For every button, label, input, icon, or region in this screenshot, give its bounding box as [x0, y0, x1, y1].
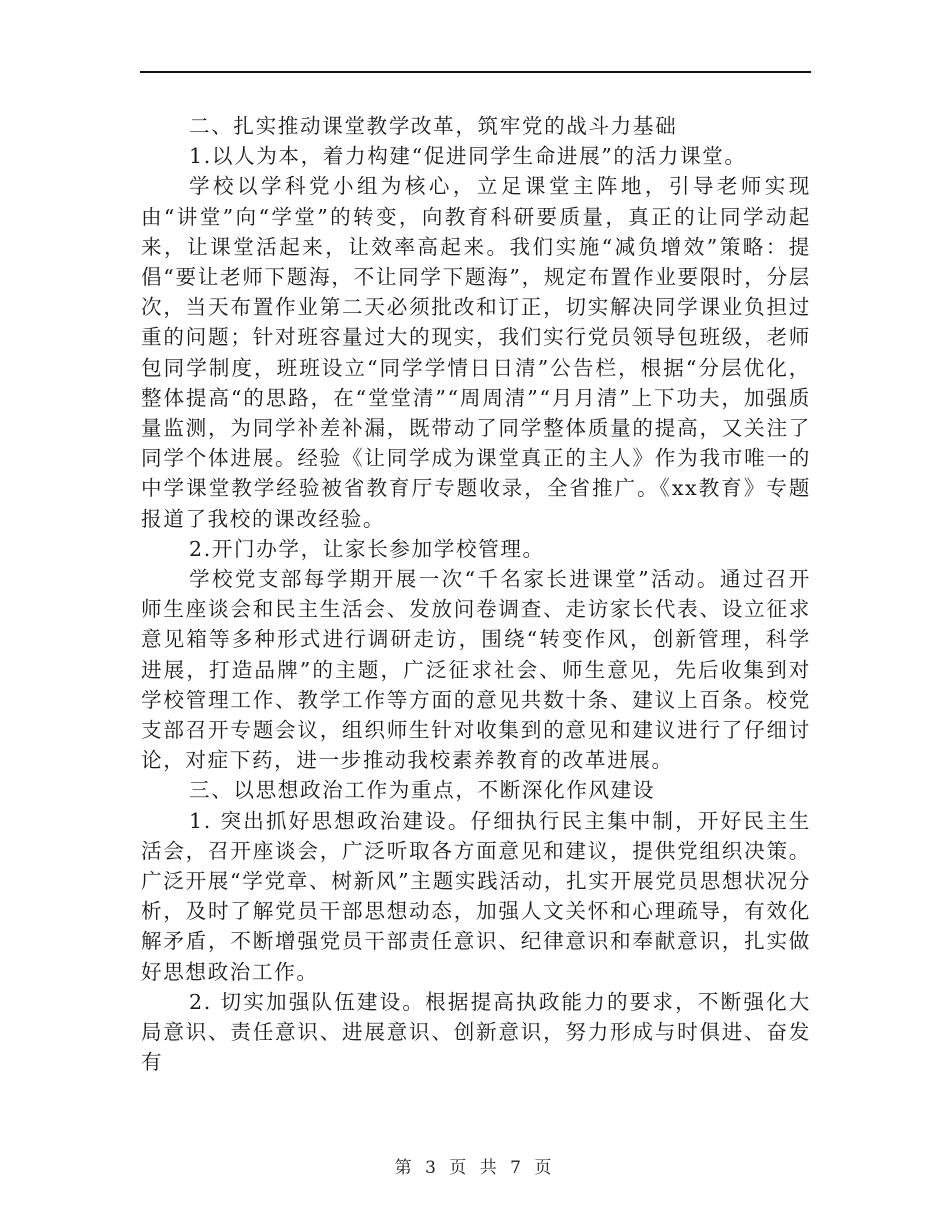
page-number-footer: 第 3 页 共 7 页	[394, 1158, 556, 1178]
header-rule	[140, 71, 811, 73]
section-heading: 二、扎实推动课堂教学改革，筑牢党的战斗力基础	[189, 114, 678, 138]
subsection-heading: 1.以人为本，着力构建“促进同学生命进展”的活力课堂。	[189, 144, 747, 169]
body-paragraph: 学校党支部每学期开展一次“千名家长进课堂”活动。通过召开师生座谈会和民主生活会、发放问卷调查、走访家长代表、设立征求意见箱等多种形式进行调研走访，围绕“转变作风，创新管理，科学进展，打造品牌”的主题，广泛征求社会、师生意见，先后收集到对学校管理工作、教学工作等方面的意见共数十条、建议上百条。校党支部召开专题会议，组织师生针对收集到的意见和建议进行了仔细讨论，对症下药，进一步推动我校素养教育的改革进展。	[141, 567, 811, 773]
body-paragraph: 学校以学科党小组为核心，立足课堂主阵地，引导老师实现由“讲堂”向“学堂”的转变，向教育科研要质量，真正的让同学动起来，让课堂活起来，让效率高起来。我们实施“减负增效”策略：提倡“要让老师下题海，不让同学下题海”，规定布置作业要限时，分层次，当天布置作业第二天必须批改和订正，切实解决同学课业负担过重的问题；针对班容量过大的现实，我们实行党员领导包班级，老师包同学制度，班班设立“同学学情日日清”公告栏，根据“分层优化，整体提高“的思路，在“堂堂清”“周周清”“月月清”上下功夫，加强质量监测，为同学补差补漏，既带动了同学整体质量的提高，又关注了同学个体进展。经验《让同学成为课堂真正的主人》作为我市唯一的中学课堂教学经验被省教育厅专题收录，全省推广。《xx教育》专题报道了我校的课改经验。	[141, 174, 811, 531]
section-heading: 三、以思想政治工作为重点，不断深化作风建设	[189, 778, 656, 803]
body-paragraph: 1. 突出抓好思想政治建设。仔细执行民主集中制，开好民主生活会，召开座谈会，广泛听取各方面意见和建议，提供党组织决策。广泛开展“学党章、树新风”主题实践活动，扎实开展党员思想状况分析，及时了解党员干部思想动态，加强人文关怀和心理疏导，有效化解矛盾，不断增强党员干部责任意识、纪律意识和奉献意识，扎实做好思想政治工作。	[141, 808, 811, 984]
document-body	[141, 111, 811, 1078]
body-paragraph: 2. 切实加强队伍建设。根据提高执政能力的要求，不断强化大局意识、责任意识、进展意识、创新意识，努力形成与时俱进、奋发有	[141, 989, 811, 1075]
subsection-heading: 2.开门办学，让家长参加学校管理。	[189, 536, 545, 561]
